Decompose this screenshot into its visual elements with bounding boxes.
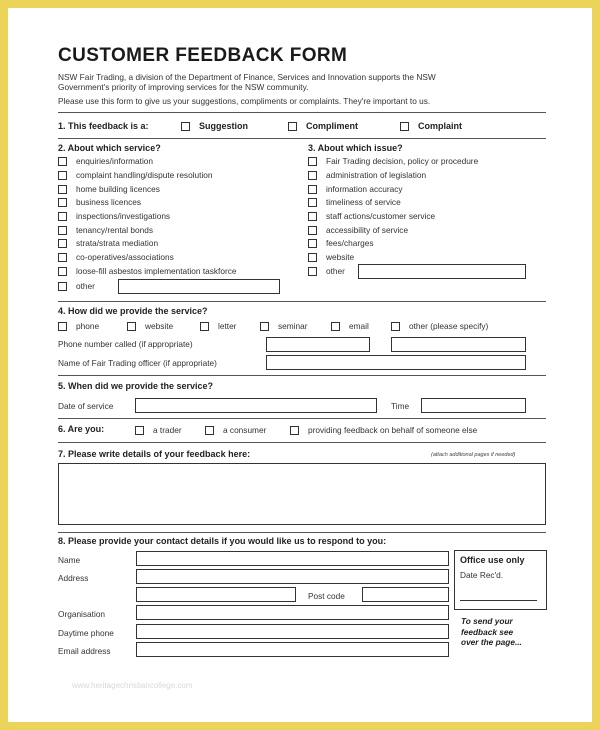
method-phone[interactable]	[58, 321, 99, 331]
checkbox-box[interactable]	[331, 322, 340, 331]
option-label: home building licences	[76, 184, 160, 194]
checkbox-box[interactable]	[308, 171, 317, 180]
postcode-label: Post code	[308, 591, 345, 601]
intro-line-2: Government's priority of improving services for the NSW community.	[58, 82, 309, 92]
option-label: a trader	[153, 425, 182, 435]
option-label: a consumer	[223, 425, 267, 435]
checkbox-box[interactable]	[58, 282, 67, 291]
option-label: seminar	[278, 321, 308, 331]
checkbox-box[interactable]	[58, 267, 67, 276]
name-label: Name	[58, 555, 81, 565]
option-label: accessibility of service	[326, 225, 409, 235]
section-6-header: 6. Are you:	[58, 424, 105, 434]
issue-option[interactable]	[308, 197, 401, 207]
daytime-phone-input[interactable]	[136, 624, 449, 639]
section-divider	[58, 138, 546, 139]
checkbox-box[interactable]	[260, 322, 269, 331]
option-label: timeliness of service	[326, 197, 401, 207]
role-trader[interactable]	[135, 425, 182, 435]
other-method-input[interactable]	[391, 337, 526, 352]
checkbox-box[interactable]	[290, 426, 299, 435]
method-letter[interactable]	[200, 321, 236, 331]
option-label: Fair Trading decision, policy or procedure	[326, 156, 479, 166]
checkbox-box[interactable]	[58, 253, 67, 262]
service-option[interactable]	[58, 170, 213, 180]
send-note-line-2: feedback see	[461, 626, 514, 637]
checkbox-box[interactable]	[58, 198, 67, 207]
service-option[interactable]	[58, 266, 236, 276]
option-label: other	[76, 281, 95, 291]
checkbox-box[interactable]	[308, 226, 317, 235]
checkbox-box[interactable]	[181, 122, 190, 131]
issue-option[interactable]	[308, 156, 478, 166]
checkbox-box[interactable]	[288, 122, 297, 131]
address-input[interactable]	[136, 569, 449, 584]
checkbox-box[interactable]	[58, 322, 67, 331]
option-label: staff actions/customer service	[326, 211, 436, 221]
section-divider	[58, 301, 546, 302]
option-label: website	[326, 252, 355, 262]
option-label: other	[326, 266, 345, 276]
service-other-input[interactable]	[118, 279, 280, 294]
checkbox-box[interactable]	[308, 212, 317, 221]
option-label: administration of legislation	[326, 170, 427, 180]
checkbox-suggestion[interactable]	[181, 121, 248, 131]
service-option[interactable]	[58, 225, 153, 235]
option-label: co-operatives/associations	[76, 252, 174, 262]
option-label: enquiries/information	[76, 156, 154, 166]
role-on-behalf[interactable]	[290, 425, 477, 435]
method-seminar[interactable]	[260, 321, 308, 331]
option-label: other (please specify)	[409, 321, 489, 331]
address-label: Address	[58, 573, 89, 583]
issue-option[interactable]	[308, 211, 435, 221]
phone-called-input[interactable]	[266, 337, 370, 352]
checkbox-box[interactable]	[58, 171, 67, 180]
section-7-header: 7. Please write details of your feedback here:	[58, 449, 251, 459]
checkbox-box[interactable]	[200, 322, 209, 331]
option-label: letter	[218, 321, 237, 331]
checkbox-box[interactable]	[308, 239, 317, 248]
postcode-input[interactable]	[362, 587, 449, 602]
method-other[interactable]	[391, 321, 488, 331]
service-option[interactable]	[58, 211, 170, 221]
section-2-header: 2. About which service?	[58, 143, 161, 153]
option-label: information accuracy	[326, 184, 403, 194]
section-divider	[58, 375, 546, 376]
section-divider	[58, 112, 546, 113]
date-received-line	[460, 600, 537, 601]
checkbox-box[interactable]	[308, 157, 317, 166]
checkbox-box[interactable]	[391, 322, 400, 331]
issue-option[interactable]	[308, 238, 374, 248]
date-received-label: Date Rec'd.	[460, 570, 504, 580]
attach-pages-note: (attach additional pages if needed)	[431, 452, 516, 458]
checkbox-box[interactable]	[135, 426, 144, 435]
time-input[interactable]	[421, 398, 526, 413]
section-divider	[58, 418, 546, 419]
checkbox-box[interactable]	[127, 322, 136, 331]
method-website[interactable]	[127, 321, 173, 331]
organisation-input[interactable]	[136, 605, 449, 620]
option-label: fees/charges	[326, 238, 374, 248]
option-label: complaint handling/dispute resolution	[76, 170, 213, 180]
service-option[interactable]	[58, 184, 160, 194]
send-feedback-note	[461, 616, 522, 648]
option-label: website	[145, 321, 174, 331]
email-input[interactable]	[136, 642, 449, 657]
role-consumer[interactable]	[205, 425, 266, 435]
service-option[interactable]	[58, 197, 141, 207]
issue-option[interactable]	[308, 170, 426, 180]
send-note-line-1: To send your	[461, 616, 513, 626]
date-of-service-label: Date of service	[58, 401, 114, 411]
section-divider	[58, 532, 546, 533]
organisation-label: Organisation	[58, 609, 106, 619]
checkbox-compliment[interactable]	[288, 121, 358, 131]
section-8-header: 8. Please provide your contact details if you would like us to respond to you:	[58, 536, 387, 546]
service-option[interactable]	[58, 252, 174, 262]
phone-called-label: Phone number called (if appropriate)	[58, 339, 193, 349]
checkbox-box[interactable]	[58, 239, 67, 248]
checkbox-box[interactable]	[58, 185, 67, 194]
option-label: phone	[76, 321, 100, 331]
checkbox-box[interactable]	[308, 185, 317, 194]
date-of-service-input[interactable]	[135, 398, 377, 413]
section-3-header: 3. About which issue?	[308, 143, 403, 153]
section-5-header: 5. When did we provide the service?	[58, 381, 214, 391]
officer-name-input[interactable]	[266, 355, 526, 370]
option-label: strata/strata mediation	[76, 238, 159, 248]
checkbox-box[interactable]	[205, 426, 214, 435]
service-option[interactable]	[58, 156, 153, 166]
option-label: providing feedback on behalf of someone else	[308, 425, 478, 435]
checkbox-box[interactable]	[308, 253, 317, 262]
issue-option-other[interactable]	[308, 266, 345, 276]
checkbox-label: Complaint	[418, 121, 462, 131]
checkbox-box[interactable]	[58, 212, 67, 221]
office-use-box	[454, 550, 547, 610]
issue-other-input[interactable]	[358, 264, 526, 279]
option-label: tenancy/rental bonds	[76, 225, 154, 235]
address-line-2-input[interactable]	[136, 587, 296, 602]
page-title: CUSTOMER FEEDBACK FORM	[58, 45, 348, 66]
checkbox-box[interactable]	[308, 198, 317, 207]
time-label: Time	[391, 401, 410, 411]
service-option[interactable]	[58, 238, 158, 248]
method-email[interactable]	[331, 321, 369, 331]
option-label: email	[349, 321, 369, 331]
checkbox-box[interactable]	[58, 226, 67, 235]
issue-option[interactable]	[308, 184, 403, 194]
checkbox-label: Suggestion	[199, 121, 248, 131]
section-1-header: 1. This feedback is a:	[58, 121, 149, 131]
checkbox-complaint[interactable]	[400, 121, 462, 131]
option-label: business licences	[76, 197, 142, 207]
feedback-details-textarea[interactable]	[58, 463, 546, 525]
checkbox-box[interactable]	[58, 157, 67, 166]
option-label: loose-fill asbestos implementation taskforce	[76, 266, 237, 276]
intro-line-3: Please use this form to give us your suggestions, compliments or complaints. They're important to us.	[58, 96, 431, 106]
feedback-form-page	[8, 8, 592, 722]
send-note-line-3: over the page...	[461, 637, 522, 647]
watermark-text: www.heritagechristiancollege.com	[72, 681, 193, 690]
daytime-phone-label: Daytime phone	[58, 628, 114, 638]
office-use-title: Office use only	[460, 555, 525, 565]
email-label: Email address	[58, 646, 111, 656]
issue-option[interactable]	[308, 225, 408, 235]
name-input[interactable]	[136, 551, 449, 566]
checkbox-box[interactable]	[400, 122, 409, 131]
service-option-other[interactable]	[58, 281, 95, 291]
intro-line-1: NSW Fair Trading, a division of the Department of Finance, Services and Innovation supports the NSW	[58, 72, 436, 82]
checkbox-label: Compliment	[306, 121, 359, 131]
section-4-header: 4. How did we provide the service?	[58, 306, 208, 316]
issue-option[interactable]	[308, 252, 354, 262]
option-label: inspections/investigations	[76, 211, 171, 221]
officer-name-label: Name of Fair Trading officer (if appropriate)	[58, 358, 217, 368]
checkbox-box[interactable]	[308, 267, 317, 276]
section-divider	[58, 442, 546, 443]
